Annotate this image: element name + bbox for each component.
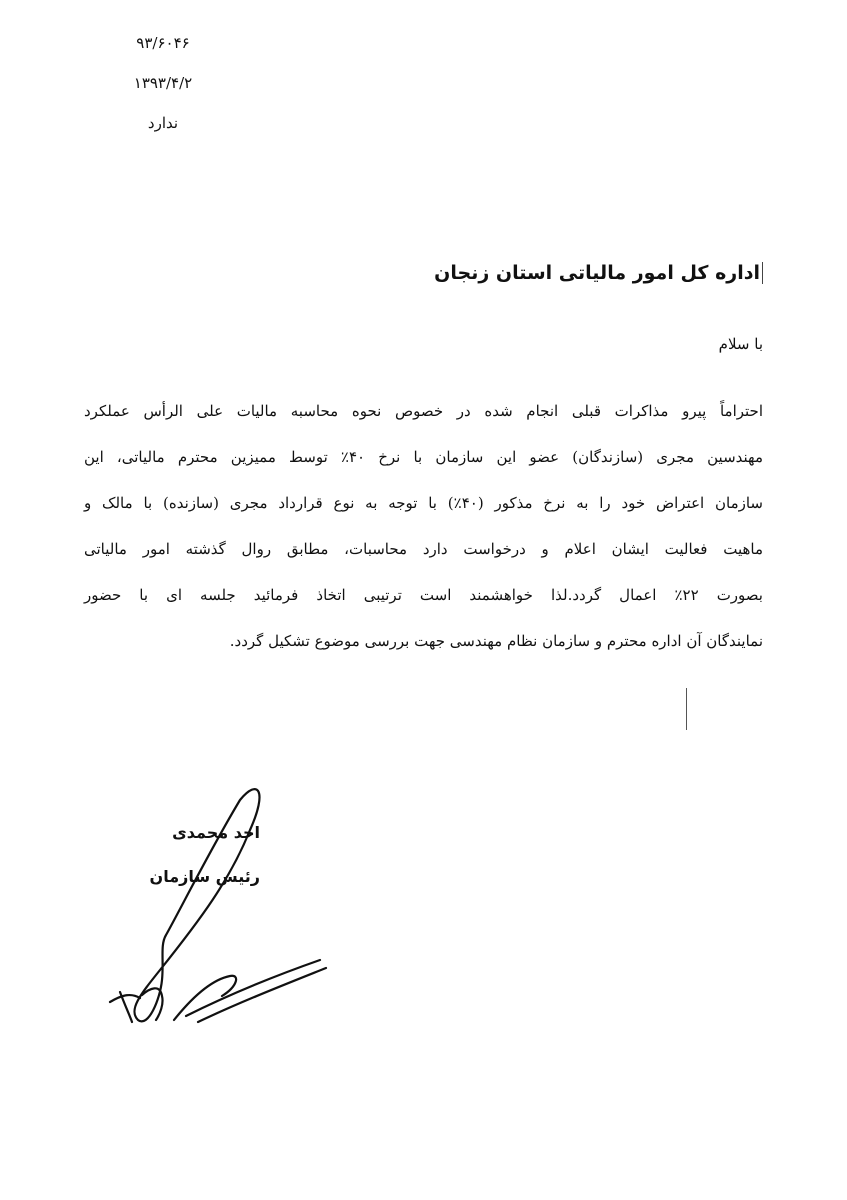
handwritten-signature — [90, 770, 340, 1040]
letter-number: ۹۳/۶۰۴۶ — [136, 34, 190, 52]
signatory-title: رئیس سازمان — [149, 867, 260, 886]
body-line: مهندسین مجری (سازندگان) عضو این سازمان با نرخ ۴۰٪ توسط ممیزین محترم مالیاتی، این — [84, 448, 764, 466]
recipient-heading: اداره کل امور مالیاتی استان زنجان — [434, 262, 763, 284]
greeting: با سلام — [718, 335, 763, 353]
body-line: احتراماً پیرو مذاکرات قبلی انجام شده در خصوص نحوه محاسبه مالیات علی الرأس عملکرد — [84, 402, 763, 420]
letter-meta — [118, 34, 208, 154]
body-line: بصورت ۲۲٪ اعمال گردد.لذا خواهشمند است ترتیبی اتخاذ فرمائید جلسه ای با حضور — [84, 586, 763, 604]
body-line: ماهیت فعالیت ایشان اعلام و درخواست دارد محاسبات، مطابق روال گذشته امور مالیاتی — [84, 540, 763, 558]
signatory-name: احد محمدی — [172, 823, 260, 842]
body-line: نمایندگان آن اداره محترم و سازمان نظام مهندسی جهت بررسی موضوع تشکیل گردد. — [229, 632, 763, 650]
attachment-status: ندارد — [147, 114, 179, 132]
vertical-mark — [686, 688, 687, 730]
letter-date: ۱۳۹۳/۴/۲ — [133, 74, 193, 92]
letter-body — [84, 395, 763, 671]
body-line: سازمان اعتراض خود را به نرخ مذکور (۴۰٪) با توجه به نوع قرارداد مجری (سازنده) با مالک و — [84, 494, 763, 512]
